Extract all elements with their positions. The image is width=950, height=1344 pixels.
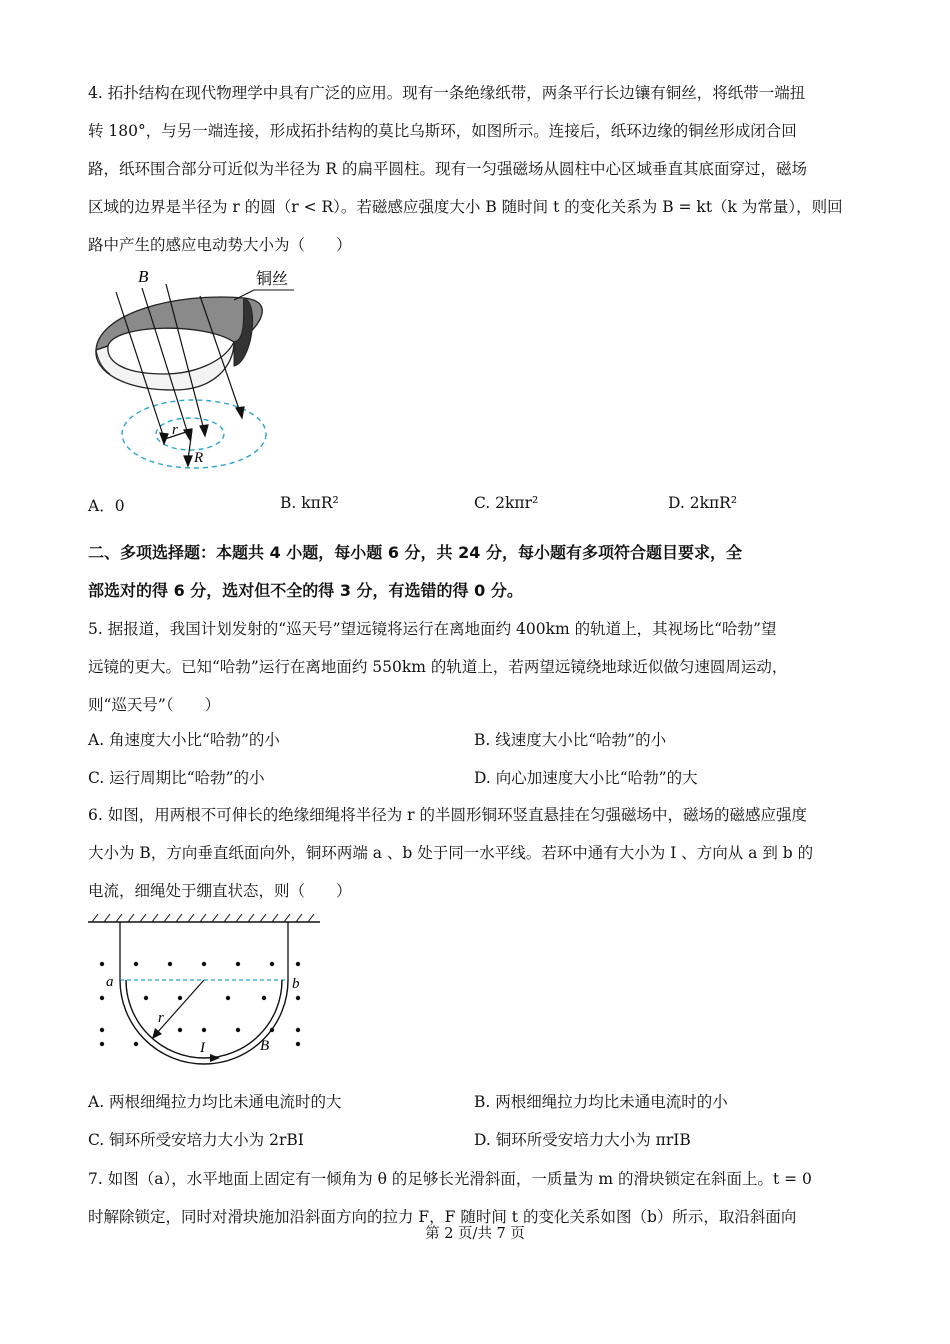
end-label-a: a xyxy=(106,974,114,990)
q4-option-d[interactable]: D. 2kπR² xyxy=(668,494,738,512)
q6-line: 大小为 B，方向垂直纸面向外，铜环两端 a 、b 处于同一水平线。若环中通有大小为 I 、方向从 a 到 b 的 xyxy=(88,844,814,862)
q4-option-a[interactable]: A．0 xyxy=(88,497,125,515)
q6-option-a[interactable]: A. 两根细绳拉力均比未通电流时的大 xyxy=(88,1093,342,1111)
q4-line: 路，纸环围合部分可近似为半径为 R 的扁平圆柱。现有一匀强磁场从圆柱中心区域垂直其底面穿过，磁场 xyxy=(88,160,808,178)
q7-line: 时解除锁定，同时对滑块施加沿斜面方向的拉力 F，F 随时间 t 的变化关系如图（b）所示，取沿斜面向 xyxy=(88,1208,797,1226)
q5-option-b[interactable]: B. 线速度大小比“哈勃”的小 xyxy=(474,731,667,749)
q4-option-b[interactable]: B. kπR² xyxy=(280,494,339,512)
q6-line: 6. 如图，用两根不可伸长的绝缘细绳将半径为 r 的半圆形铜环竖直悬挂在匀强磁场中，磁场的磁感应强度 xyxy=(88,806,807,824)
q4-line: 路中产生的感应电动势大小为（ ） xyxy=(88,236,352,254)
mobius-ring-figure xyxy=(84,262,304,482)
q5-option-d[interactable]: D. 向心加速度大小比“哈勃”的大 xyxy=(474,769,698,787)
q4-option-c[interactable]: C. 2kπr² xyxy=(474,494,539,512)
question-5-stem xyxy=(88,610,864,724)
q5-line: 远镜的更大。已知“哈勃”运行在离地面约 550km 的轨道上，若两望远镜绕地球近似做匀速圆周运动， xyxy=(88,658,788,676)
q4-line: 4. 拓扑结构在现代物理学中具有广泛的应用。现有一条绝缘纸带，两条平行长边镶有铜丝，将纸带一端扭 xyxy=(88,84,806,102)
q5-option-a[interactable]: A. 角速度大小比“哈勃”的小 xyxy=(88,731,280,749)
q5-line: 则“巡天号”（ ） xyxy=(88,696,221,714)
q6-line: 电流，细绳处于绷直状态，则（ ） xyxy=(88,882,352,900)
end-label-b: b xyxy=(292,976,300,992)
question-4-stem xyxy=(88,74,864,264)
q6-option-d[interactable]: D. 铜环所受安培力大小为 πrIB xyxy=(474,1131,691,1149)
section-2-heading xyxy=(88,534,864,610)
q4-line: 区域的边界是半径为 r 的圆（r < R）。若磁感应强度大小 B 随时间 t 的变化关系为 B = kt（k 为常量），则回 xyxy=(88,198,843,216)
section-2-line: 部选对的得 6 分，选对但不全的得 3 分，有选错的得 0 分。 xyxy=(88,581,523,600)
q5-option-c[interactable]: C. 运行周期比“哈勃”的小 xyxy=(88,769,265,787)
radius-label-r: r xyxy=(158,1010,164,1026)
radius-label-R: R xyxy=(194,450,204,466)
current-label-I: I xyxy=(200,1040,205,1056)
q4-line: 转 180°，与另一端连接，形成拓扑结构的莫比乌斯环，如图所示。连接后，纸环边缘的铜丝形成闭合回 xyxy=(88,122,797,140)
semicircle-ring-figure xyxy=(84,910,324,1080)
page-footer: 第 2 页/共 7 页 xyxy=(425,1226,525,1242)
q5-line: 5. 据报道，我国计划发射的“巡天号”望远镜将运行在离地面约 400km 的轨道上，其视场比“哈勃”望 xyxy=(88,620,777,638)
radius-label-r: r xyxy=(172,422,178,438)
wire-label: 铜丝 xyxy=(256,271,289,288)
section-2-line: 二、多项选择题：本题共 4 小题，每小题 6 分，共 24 分，每小题有多项符合题目要求，全 xyxy=(88,543,742,562)
question-6-stem xyxy=(88,796,864,910)
q7-line: 7. 如图（a），水平地面上固定有一倾角为 θ 的足够长光滑斜面，一质量为 m 的滑块锁定在斜面上。t = 0 xyxy=(88,1170,812,1188)
q6-option-c[interactable]: C. 铜环所受安培力大小为 2rBI xyxy=(88,1131,304,1149)
q6-option-b[interactable]: B. 两根细绳拉力均比未通电流时的小 xyxy=(474,1093,728,1111)
field-label-B: B xyxy=(138,267,149,286)
field-label-B: B xyxy=(260,1038,270,1054)
